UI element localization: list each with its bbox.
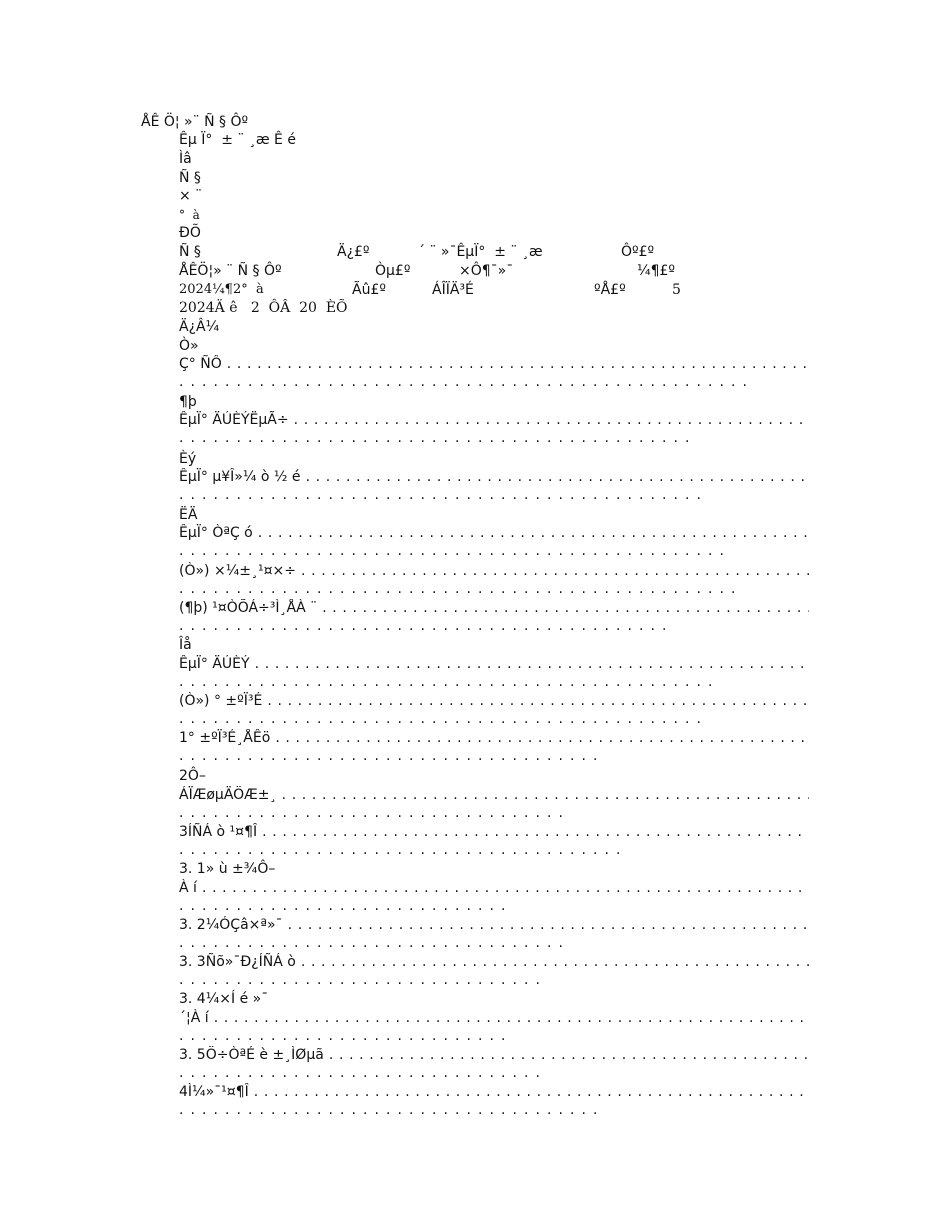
toc-leader: . . . . . . . . . . . . . . . . . . . . . . . . . . . . . . . . . . . . . . .: [179, 842, 622, 858]
info-value: 5: [672, 282, 681, 298]
toc-entry-title: (Ò») ° ±ºÏ³É . . .: [179, 692, 809, 710]
header-line: × ¨: [179, 188, 203, 204]
toc-entry-title: (Ò») ×¼±¸¹¤×÷ . . .: [179, 562, 809, 580]
toc-leader: . . . . . . . . . . . . . . . . . . . . . . . . . . . . . . . . . . . . . . . . . . . . . . . . . .: [179, 374, 749, 390]
toc-leader: . . . . . . . . . . . . . . . . . . . . . . . . . . . . . . . . . .: [179, 935, 565, 951]
toc-leader: . . . . . . . . . . . . . . . . . . . . . . . . . . . . . . . . . . . . .: [179, 748, 599, 764]
toc-entry[interactable]: [179, 879, 809, 915]
school-title: ÅÊ Ö¦ »¨ Ñ § Ôº: [141, 114, 249, 130]
toc-section-number: 3. 1» ù ±¾Ô–: [179, 861, 276, 877]
toc-entry[interactable]: [179, 1046, 809, 1082]
toc-leader: . . . . . . . . . . . . . . . . . . . . . . . . . . . . . . . .: [179, 1065, 542, 1081]
toc-leader: . . . . . . . . . . . . . . . . . . . . . . . . . . . . . . . . . . . . . . . . . . . . .: [179, 430, 691, 446]
header-line: ° à: [179, 208, 200, 222]
header-line: ÐÕ: [179, 225, 201, 241]
toc-entry[interactable]: [179, 468, 809, 504]
toc-entry-title: 3. 3Ñõ»¯Ð¿ÍÑÁ ò . . .: [179, 953, 809, 971]
toc-leader: . . . . . . . . . . . . . . . . . . . . . . . . . . . . . . . . . . . . . . . . . . .: [179, 618, 668, 634]
info-value: 2024¼¶2° à: [179, 282, 264, 297]
toc-entry-title: 4Ì¼»¯¹¤¶Î . . .: [179, 1083, 809, 1101]
toc-entry-title: ÊµÏ° ÒªÇ ó . . .: [179, 524, 809, 542]
toc-entry[interactable]: [179, 692, 809, 728]
info-value: ÁÎÏÄ³É: [432, 282, 474, 298]
info-label: Ãû£º: [352, 282, 386, 298]
toc-entry-title: 3ÍÑÁ ò ¹¤¶Î . . .: [179, 823, 809, 841]
info-label: ºÅ£º: [594, 282, 626, 298]
info-label: Ôº£º: [621, 244, 655, 260]
toc-entry[interactable]: [179, 916, 809, 952]
toc-heading: Ò»: [179, 338, 199, 354]
toc-leader: . . . . . . . . . . . . . . . . . . . . . . . . . . . . . . . . . . . . . . . . . . . . . . . . .: [179, 581, 737, 597]
toc-entry[interactable]: [179, 411, 809, 447]
toc-entry[interactable]: [179, 729, 809, 765]
toc-entry[interactable]: [179, 1083, 809, 1119]
toc-entry-title: 3. 5Ö÷ÒªÉ è ±¸ÌØµã . . .: [179, 1046, 809, 1064]
report-date: 2024Ä ê 2 ÔÂ 20 ÈÕ: [179, 300, 348, 316]
toc-leader: . . . . . . . . . . . . . . . . . . . . . . . . . . . . . . . . . . . . . . . . . . . . . . .: [179, 674, 714, 690]
toc-leader: . . . . . . . . . . . . . . . . . . . . . . . . . . . . .: [179, 898, 507, 914]
toc-section-number: Èý: [179, 451, 197, 467]
toc-section-number: Îå: [179, 637, 192, 653]
header-line: Ìâ: [179, 151, 192, 167]
toc-leader: . . . . . . . . . . . . . . . . . . . . . . . . . . . . .: [179, 1028, 507, 1044]
toc-leader: . . . . . . . . . . . . . . . . . . . . . . . . . . . . . . . . . .: [179, 805, 565, 821]
toc-section-number: 2Ô–: [179, 768, 206, 784]
toc-entry-title: (¶þ) ¹¤ÒÕÁ÷³Ì¸ÅÀ ¨ . . .: [179, 599, 809, 617]
info-value: ÅÊÖ¦» ¨ Ñ § Ôº: [179, 263, 282, 279]
toc-entry[interactable]: [179, 823, 809, 859]
toc-leader: . . . . . . . . . . . . . . . . . . . . . . . . . . . . . . . .: [179, 972, 542, 988]
toc-entry-title: À í . . .: [179, 879, 809, 897]
toc-leader: . . . . . . . . . . . . . . . . . . . . . . . . . . . . . . . . . . . . . . . . . . . . . .: [179, 487, 703, 503]
toc-entry-title: ÁÏÆøµÄÖÆ±¸ . . .: [179, 786, 809, 804]
toc-section-number: 3. 4¼×Í é »¯: [179, 991, 269, 1007]
toc-leader: . . . . . . . . . . . . . . . . . . . . . . . . . . . . . . . . . . . . . . . . . . . . . .: [179, 711, 703, 727]
toc-entry[interactable]: [179, 562, 809, 598]
toc-entry[interactable]: [179, 1009, 809, 1045]
toc-entry[interactable]: [179, 953, 809, 989]
toc-leader: . . . . . . . . . . . . . . . . . . . . . . . . . . . . . . . . . . . . .: [179, 1102, 599, 1118]
toc-entry-title: Ç° ÑÔ . . .: [179, 355, 809, 373]
toc-entry-title: ÊµÏ° µ¥Î»¼ ò ½ é . . .: [179, 468, 809, 486]
toc-entry-title: ÊµÏ° ÄÚÈÝËµÃ÷ . . .: [179, 411, 809, 429]
toc-entry-title: ÊµÏ° ÄÚÈÝ . . .: [179, 655, 809, 673]
toc-heading: Ä¿Â¼: [179, 319, 220, 335]
info-value: ×Ô¶¯»¯: [459, 263, 514, 279]
info-label: Ñ §: [179, 244, 201, 260]
report-title: Êµ Ï° ± ¨ ¸æ Ê é: [179, 132, 296, 148]
toc-section-number: ËÄ: [179, 507, 198, 523]
info-value: ´ ¨ »¯ÊµÏ° ± ¨ ¸æ: [418, 244, 543, 260]
toc-entry-title: 1° ±ºÏ³É¸ÅÊö . . .: [179, 729, 809, 747]
toc-entry[interactable]: [179, 524, 809, 560]
toc-entry-title: ´¦À í . . .: [179, 1009, 809, 1027]
toc-entry[interactable]: [179, 655, 809, 691]
toc-entry-title: 3. 2¼ÓÇâ×ª»¯ . . .: [179, 916, 809, 934]
info-label: ¼¶£º: [637, 263, 675, 279]
info-label: Ä¿£º: [337, 244, 370, 260]
info-label: Òµ£º: [375, 263, 411, 279]
header-line: Ñ §: [179, 170, 201, 186]
toc-leader: . . . . . . . . . . . . . . . . . . . . . . . . . . . . . . . . . . . . . . . . . . . . . . . .: [179, 543, 726, 559]
toc-entry[interactable]: [179, 355, 809, 391]
toc-section-number: ¶þ: [179, 394, 197, 410]
toc-entry[interactable]: [179, 599, 809, 635]
toc-entry[interactable]: [179, 786, 809, 822]
